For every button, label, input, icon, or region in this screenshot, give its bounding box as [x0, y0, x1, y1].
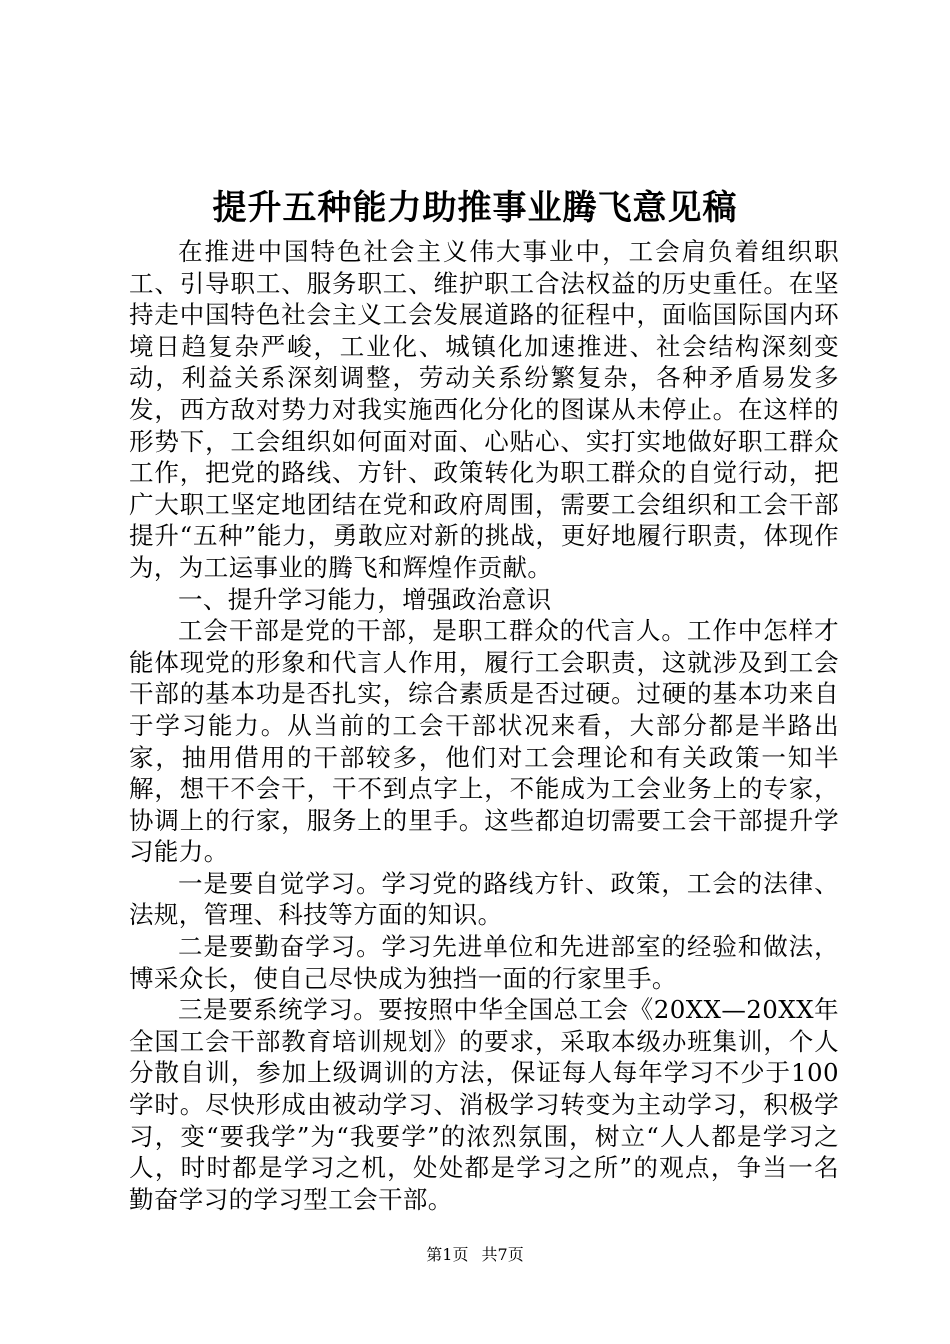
paragraph-point-three: 三是要系统学习。要按照中华全国总工会《20XX—20XX年全国工会干部教育培训规划》的要求，采取本级办班集训，个人分散自训，参加上级调训的方法，保证每人每年学习不少于100学时。尽快形成由被动学习、消极学习转变为主动学习，积极学习，变“要我学”为“我要学”的浓烈氛围，树立“人人都是学习之人，时时都是学习之机，处处都是学习之所”的观点，争当一名勤奋学习的学习型工会干部。: [129, 995, 839, 1214]
paragraph-intro: 在推进中国特色社会主义伟大事业中，工会肩负着组织职工、引导职工、服务职工、维护职工合法权益的历史重任。在坚持走中国特色社会主义工会发展道路的征程中，面临国际国内环境日趋复杂严峻，工业化、城镇化加速推进、社会结构深刻变动，利益关系深刻调整，劳动关系纷繁复杂，各种矛盾易发多发，西方敌对势力对我实施西化分化的图谋从未停止。在这样的形势下，工会组织如何面对面、心贴心、实打实地做好职工群众工作，把党的路线、方针、政策转化为职工群众的自觉行动，把广大职工坚定地团结在党和政府周围，需要工会组织和工会干部提升“五种”能力，勇敢应对新的挑战，更好地履行职责，体现作为，为工运事业的腾飞和辉煌作贡献。: [129, 237, 839, 582]
page-footer: [0, 1244, 950, 1266]
paragraph-point-one: 一是要自觉学习。学习党的路线方针、政策，工会的法律、法规，管理、科技等方面的知识。: [129, 868, 839, 930]
paragraph-section-body: 工会干部是党的干部，是职工群众的代言人。工作中怎样才能体现党的形象和代言人作用，履行工会职责，这就涉及到工会干部的基本功是否扎实，综合素质是否过硬。过硬的基本功来自于学习能力。从当前的工会干部状况来看，大部分都是半路出家，抽用借用的干部较多，他们对工会理论和有关政策一知半解，想干不会干，干不到点字上，不能成为工会业务上的专家，协调上的行家，服务上的里手。这些都迫切需要工会干部提升学习能力。: [129, 616, 839, 867]
page-number: 第1页: [426, 1245, 469, 1264]
document-title: 提升五种能力助推事业腾飞意见稿: [212, 188, 738, 228]
document-body: [129, 236, 839, 1215]
section-heading: 一、提升学习能力，增强政治意识: [178, 584, 552, 614]
paragraph-point-two: 二是要勤奋学习。学习先进单位和先进部室的经验和做法，博采众长，使自己尽快成为独挡一面的行家里手。: [129, 932, 839, 993]
page-total: 共7页: [481, 1245, 524, 1264]
